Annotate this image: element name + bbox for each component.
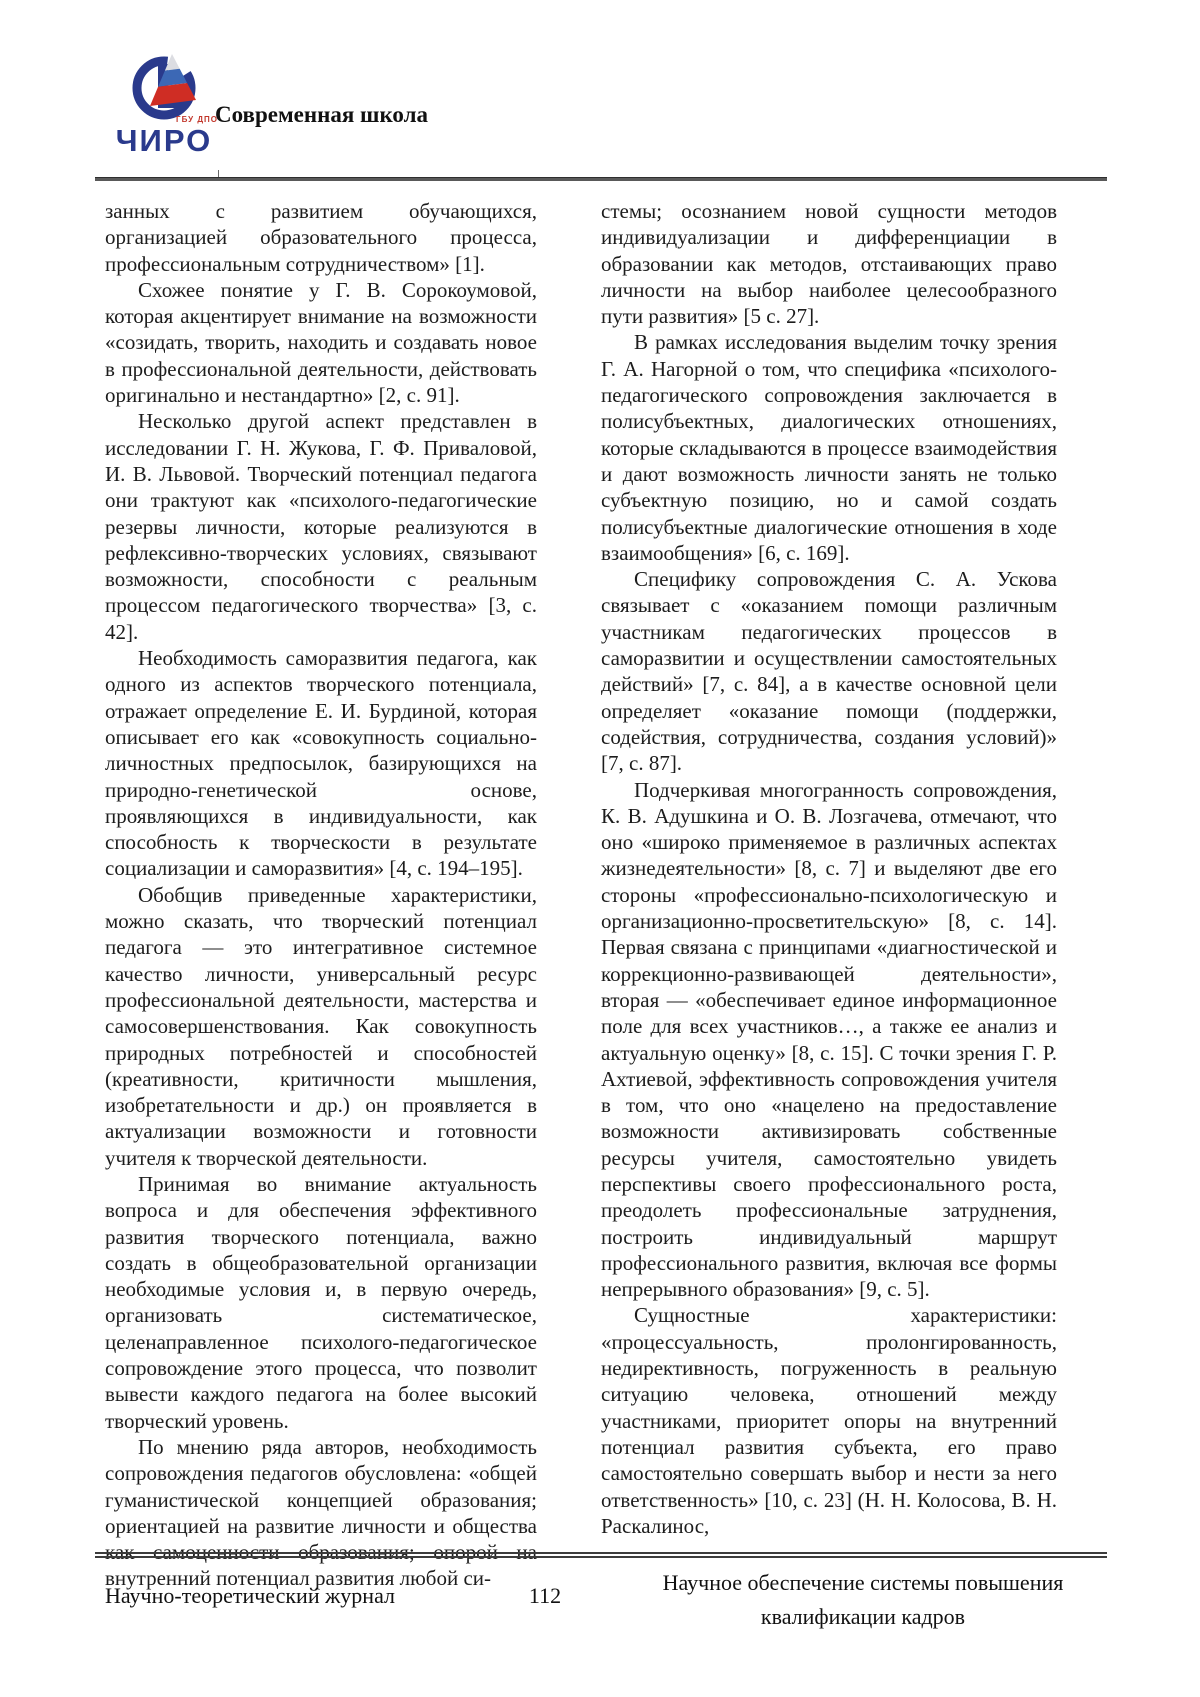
chiro-logo-icon	[112, 50, 216, 122]
footer-journal-subtitle: Научное обеспечение системы повышения квалификации кадров	[662, 1570, 1064, 1629]
paragraph: Обобщив приведенные характеристики, можно сказать, что творческий потенциал педагога — это интегративное системное качество личности, универсальный ресурс профессиональной деятельности, мастерства и самосовершенствования. Как совокупность природных потребностей и способностей (креативности, критичности мышления, изобретательности и др.) он проявляется в актуализации возможности и готовности учителя к творческой деятельности.	[105, 882, 537, 1170]
header-rule	[95, 177, 1107, 181]
footer-journal-type: Научно-теоретический журнал	[105, 1583, 396, 1608]
paragraph: В рамках исследования выделим точку зрения Г. А. Нагорной о том, что специфика «психолого-педагогического сопровождения заключается в полисубъектных, диалогических отношениях, которые складываются в процессе взаимодействия и дают возможность личности занять не только субъектную позицию, но и самой создать полисубъектные диалогические отношения в ходе взаимообщения» [6, с. 169].	[601, 330, 1057, 565]
article-body	[105, 198, 1057, 1592]
paragraph: Необходимость саморазвития педагога, как одного из аспектов творческого потенциала, отражает определение Е. И. Бурдиной, которая описывает его как «совокупность социально-личностных предпосылок, базирующихся на природно-генетической основе, проявляющихся в индивидуальности, как способность к творческости в результате социализации и саморазвития» [4, с. 194–195].	[105, 646, 537, 881]
paragraph: Специфику сопровождения С. А. Ускова связывает с «оказанием помощи различным участникам педагогических процессов в саморазвитии и осуществлении самостоятельных действий» [7, с. 84], а в качестве основной цели определяет «оказание помощи (поддержки, содействия, сотрудничества, создания условий)» [7, с. 87].	[601, 567, 1057, 776]
paragraph: По мнению ряда авторов, необходимость сопровождения педагогов обусловлена: «общей гуманистической концепцией образования; ориентацией на развитие личности и общества как самоценности образования; опорой на внутренний потенциал развития любой си-	[105, 1434, 537, 1591]
paragraph: стемы; осознанием новой сущности методов индивидуализации и дифференциации в образовании как методов, отстаивающих право личности на выбор наиболее целесообразного пути развития» [5 с. 27].	[601, 199, 1057, 329]
paragraph: занных с развитием обучающихся, организацией образовательного процесса, профессиональным сотрудничеством» [1].	[105, 199, 537, 276]
left-column	[105, 198, 537, 1592]
journal-title: Современная школа	[215, 102, 428, 127]
paragraph: Несколько другой аспект представлен в исследовании Г. Н. Жукова, Г. Ф. Приваловой, И. В. Львовой. Творческий потенциал педагога они трактуют как «психолого-педагогические резервы личности, которые реализуются в рефлексивно-творческих условиях, связывают возможности, способности с реальным процессом педагогического творчества» [3, с. 42].	[105, 409, 537, 644]
footer-rule	[95, 1552, 1107, 1558]
paragraph: Схожее понятие у Г. В. Сорокоумовой, которая акцентирует внимание на возможности «созидать, творить, находить и создавать новое в профессиональной деятельности, действовать оригинально и нестандартно» [2, с. 91].	[105, 277, 537, 408]
logo-org-type: ГБУ ДПО	[176, 115, 218, 124]
logo-org-name: ЧИРО	[115, 123, 213, 158]
paragraph: Сущностные характеристики: «процессуальность, пролонгированность, недирективность, погруженность в реальную ситуацию человека, отношений между участниками, приоритет опоры на внутренний потенциал развития субъекта, его право самостоятельно совершать выбор и нести за него ответственность» [10, с. 23] (Н. Н. Колосова, В. Н. Раскалинос,	[601, 1303, 1057, 1538]
paragraph: Подчеркивая многогранность сопровождения, К. В. Адушкина и О. В. Лозгачева, отмечают, что оно «широко применяемое в различных аспектах жизнедеятельности» [8, с. 7] и выделяют две его стороны «профессионально-психологическую и организационно-просветительскую» [8, с. 14]. Первая связана с принципами «диагностической и коррекционно-развивающей деятельности», вторая — «обеспечивает единое информационное поле для всех участников…, а также ее анализ и актуальную оценку» [8, с. 15]. С точки зрения Г. Р. Ахтиевой, эффективность сопровождения учителя в том, что оно «нацелено на предоставление возможности активизировать собственные ресурсы учителя, самостоятельно увидеть перспективы своего профессионального роста, преодолеть профессиональные затруднения, построить индивидуальный маршрут профессионального развития, включая все формы непрерывного образования» [9, с. 5].	[601, 777, 1057, 1302]
page-number: 112	[528, 1583, 562, 1608]
header-rule-tick	[218, 170, 219, 177]
right-column	[601, 198, 1057, 1592]
publisher-logo	[96, 50, 232, 156]
paragraph: Принимая во внимание актуальность вопроса и для обеспечения эффективного развития творческого потенциала, важно создать в общеобразовательной организации необходимые условия и, в первую очередь, организовать систематическое, целенаправленное психолого-педагогическое сопровождение этого процесса, что позволит вывести каждого педагога на более высокий творческий уровень.	[105, 1171, 537, 1433]
